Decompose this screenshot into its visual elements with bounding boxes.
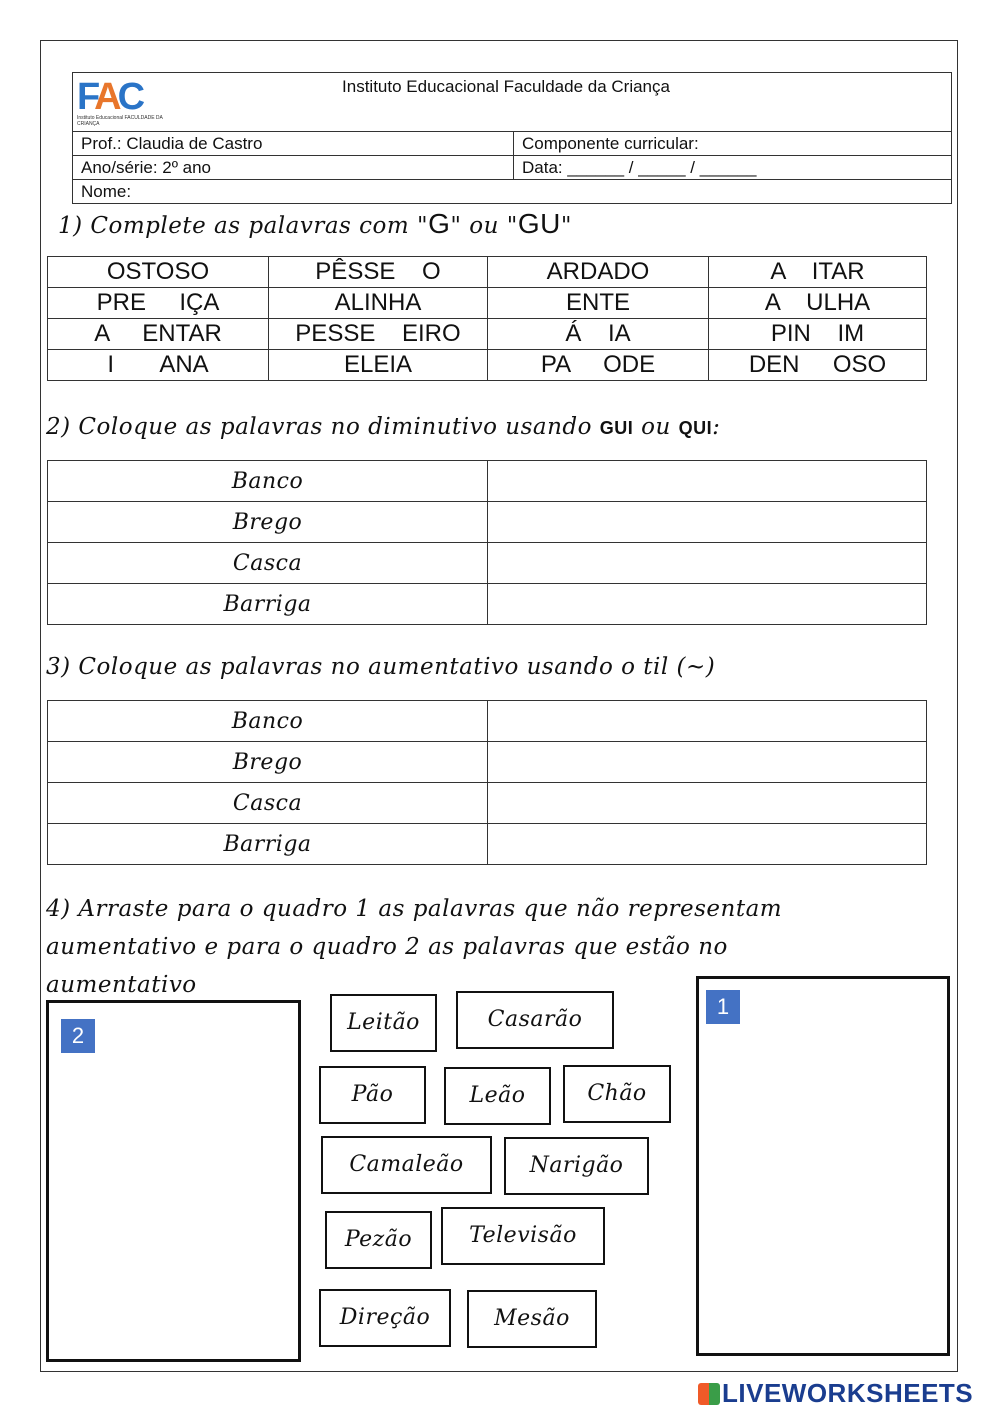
institution-name: Instituto Educacional Faculdade da Criança [342,77,670,96]
word-cell: Casca [48,543,488,584]
question-2-title: 2) Coloque as palavras no diminutivo usando GUI ou QUI: [46,414,721,440]
word-cell: Banco [48,461,488,502]
component-label: Componente curricular: [513,132,951,155]
draggable-word[interactable]: Mesão [467,1290,597,1348]
word-cell[interactable]: PÊSSE O [269,257,488,288]
table-row [48,543,927,584]
table-row [48,288,927,319]
draggable-word[interactable]: Direção [319,1289,451,1347]
question-3-title: 3) Coloque as palavras no aumentativo usando o til (~) [46,654,716,680]
table-row [48,257,927,288]
header-row-professor [73,132,951,156]
draggable-word[interactable]: Leão [444,1067,551,1125]
word-cell[interactable]: PRE IÇA [48,288,269,319]
word-cell: Brego [48,742,488,783]
question-4-line-2: aumentativo e para o quadro 2 as palavras que estão no [46,934,728,960]
box-number-2: 2 [61,1019,95,1053]
word-cell[interactable]: PIN IM [709,319,927,350]
table-row [48,824,927,865]
question-1-title: 1) Complete as palavras com "G" ou "GU" [58,208,572,239]
word-cell[interactable]: ARDADO [488,257,709,288]
logo-subtitle: Instituto Educacional FACULDADE DA CRIANÇA [77,115,163,127]
word-cell[interactable]: OSTOSO [48,257,269,288]
table-row [48,584,927,625]
word-cell[interactable]: I ANA [48,350,269,381]
header-row-grade [73,156,951,180]
word-cell: Barriga [48,584,488,625]
complete-words-table [47,256,927,381]
draggable-word[interactable]: Narigão [504,1137,649,1195]
draggable-word[interactable]: Chão [563,1065,671,1123]
table-row [48,701,927,742]
table-row [48,502,927,543]
answer-field[interactable] [488,701,927,742]
draggable-word[interactable]: Pezão [325,1211,432,1269]
school-logo: FAC Instituto Educacional FACULDADE DA CRIANÇA [77,76,163,127]
word-cell[interactable]: DEN OSO [709,350,927,381]
table-row [48,319,927,350]
header-table [72,72,952,204]
word-cell[interactable]: A ULHA [709,288,927,319]
draggable-word[interactable]: Leitão [330,994,437,1052]
brand-icon [698,1383,720,1405]
draggable-word[interactable]: Camaleão [321,1136,492,1194]
word-cell[interactable]: ELEIA [269,350,488,381]
word-cell[interactable]: PA ODE [488,350,709,381]
table-row [48,461,927,502]
answer-field[interactable] [488,543,927,584]
answer-field[interactable] [488,783,927,824]
name-label: Nome: [81,182,132,201]
draggable-word[interactable]: Pão [319,1066,426,1124]
word-cell: Banco [48,701,488,742]
word-cell[interactable]: ALINHA [269,288,488,319]
word-cell[interactable]: A ITAR [709,257,927,288]
answer-field[interactable] [488,461,927,502]
drop-box-2[interactable] [46,1000,301,1362]
date-label: Data: ______ / _____ / ______ [513,156,951,179]
draggable-word[interactable]: Casarão [456,991,614,1049]
answer-field[interactable] [488,824,927,865]
grade-label: Ano/série: 2º ano [81,158,212,177]
table-row [48,783,927,824]
word-cell: Brego [48,502,488,543]
augmentative-table [47,700,927,865]
header-title-row [73,73,951,132]
answer-field[interactable] [488,502,927,543]
question-4-line-1: 4) Arraste para o quadro 1 as palavras que não representam [46,896,783,922]
drop-box-1[interactable] [696,976,950,1356]
word-cell[interactable]: PESSE EIRO [269,319,488,350]
word-cell[interactable]: A ENTAR [48,319,269,350]
professor-label: Prof.: Claudia de Castro [81,134,263,153]
header-row-name [73,180,951,203]
box-number-1: 1 [706,990,740,1024]
liveworksheets-logo: LIVEWORKSHEETS [698,1378,973,1408]
answer-field[interactable] [488,742,927,783]
word-cell: Barriga [48,824,488,865]
question-4-line-3: aumentativo [46,972,197,998]
diminutive-table [47,460,927,625]
word-cell[interactable]: ENTE [488,288,709,319]
draggable-word[interactable]: Televisão [441,1207,605,1265]
word-cell: Casca [48,783,488,824]
word-cell[interactable]: Á IA [488,319,709,350]
answer-field[interactable] [488,584,927,625]
table-row [48,742,927,783]
table-row [48,350,927,381]
